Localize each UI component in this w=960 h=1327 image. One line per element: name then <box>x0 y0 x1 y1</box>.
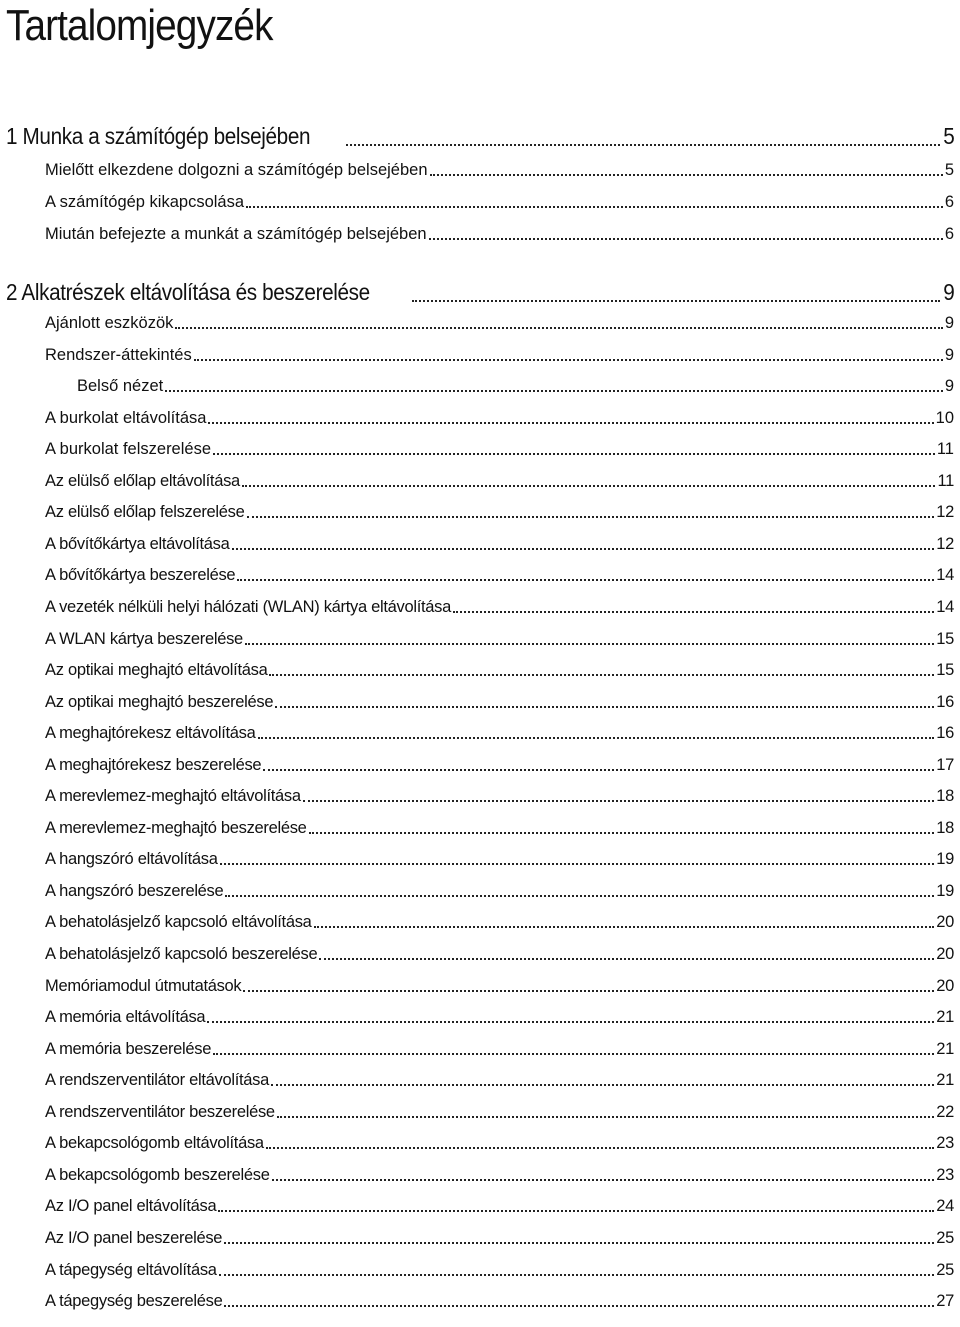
toc-entry-label: Miután befejezte a munkát a számítógép belsejében <box>45 225 427 243</box>
toc-entry[interactable] <box>0 1261 954 1281</box>
toc-entry-page-number: 5 <box>942 123 954 149</box>
toc-entry-page-number: 17 <box>936 755 954 774</box>
toc-dot-leader <box>271 1084 934 1086</box>
toc-dot-leader <box>272 1179 935 1181</box>
toc-entry-label: Rendszer-áttekintés <box>45 345 192 364</box>
toc-entry-label: A tápegység eltávolítása <box>45 1260 217 1279</box>
toc-entry[interactable] <box>0 1040 954 1060</box>
toc-entry[interactable] <box>0 193 954 213</box>
toc-entry-page-number: 9 <box>944 345 954 364</box>
toc-entry[interactable] <box>0 1103 954 1123</box>
toc-entry-label: A hangszóró beszerelése <box>45 881 224 900</box>
toc-entry-page-number: 10 <box>935 408 954 427</box>
toc-entry-label: 2 Alkatrészek eltávolítása és beszerelése <box>6 279 370 305</box>
toc-entry-page-number: 24 <box>936 1197 954 1216</box>
toc-dot-leader <box>194 359 943 361</box>
toc-entry[interactable] <box>0 693 954 713</box>
toc-entry[interactable] <box>0 346 954 366</box>
toc-entry-page-number: 25 <box>936 1228 954 1247</box>
toc-entry[interactable] <box>0 314 954 334</box>
toc-dot-leader <box>224 1305 934 1307</box>
toc-entry[interactable] <box>0 279 954 307</box>
toc-entry-page-number: 9 <box>942 279 954 305</box>
toc-entry-page-number: 16 <box>936 724 954 743</box>
toc-entry[interactable] <box>0 440 954 460</box>
toc-entry-page-number: 12 <box>936 503 954 522</box>
toc-entry-label: A meghajtórekesz beszerelése <box>45 755 262 774</box>
toc-dot-leader <box>232 548 935 550</box>
toc-entry[interactable] <box>0 819 954 839</box>
toc-entry-label: Ajánlott eszközök <box>45 314 174 332</box>
toc-entry-page-number: 21 <box>936 1039 954 1058</box>
toc-entry-label: Memóriamodul útmutatások <box>45 976 242 995</box>
toc-entry[interactable] <box>0 756 954 776</box>
toc-entry[interactable] <box>0 1197 954 1217</box>
toc-dot-leader <box>207 1021 934 1023</box>
toc-entry-label: A bővítőkártya beszerelése <box>45 566 236 585</box>
toc-dot-leader <box>263 769 934 771</box>
toc-entry-label: Mielőtt elkezdene dolgozni a számítógép belsejében <box>45 161 428 179</box>
toc-entry-label: Az I/O panel beszerelése <box>45 1228 223 1247</box>
toc-entry[interactable] <box>0 598 954 618</box>
toc-entry-label: Az elülső előlap felszerelése <box>45 503 245 522</box>
toc-entry[interactable] <box>0 630 954 650</box>
toc-entry-page-number: 20 <box>936 945 954 963</box>
toc-entry-page-number: 18 <box>936 818 954 837</box>
toc-entry-label: A rendszerventilátor beszerelése <box>45 1102 275 1121</box>
toc-entry[interactable] <box>0 566 954 586</box>
toc-entry-label: A WLAN kártya beszerelése <box>45 629 243 648</box>
toc-dot-leader <box>412 300 939 302</box>
toc-entry[interactable] <box>0 1071 954 1091</box>
toc-entry[interactable] <box>0 377 954 397</box>
toc-dot-leader <box>213 1053 934 1055</box>
toc-entry-label: A tápegység beszerelése <box>45 1292 223 1311</box>
toc-entry[interactable] <box>0 661 954 681</box>
toc-entry-label: A bekapcsológomb eltávolítása <box>45 1134 264 1153</box>
toc-entry-page-number: 19 <box>936 881 954 900</box>
toc-entry-label: Az elülső előlap eltávolítása <box>45 471 240 490</box>
toc-entry[interactable] <box>0 977 954 997</box>
toc-entry[interactable] <box>0 913 954 933</box>
toc-dot-leader <box>237 579 934 581</box>
toc-entry-page-number: 11 <box>936 440 954 459</box>
toc-entry[interactable] <box>0 850 954 870</box>
toc-entry-page-number: 14 <box>936 566 954 585</box>
toc-entry-label: A memória eltávolítása <box>45 1008 206 1027</box>
toc-entry[interactable] <box>0 503 954 523</box>
toc-dot-leader <box>224 1242 934 1244</box>
toc-entry-label: A merevlemez-meghajtó beszerelése <box>45 818 307 837</box>
toc-entry-page-number: 6 <box>944 193 954 211</box>
toc-dot-leader <box>346 144 940 146</box>
toc-dot-leader <box>218 1210 934 1212</box>
toc-entry-label: A bővítőkártya eltávolítása <box>45 534 230 553</box>
toc-dot-leader <box>453 611 934 613</box>
toc-entry-label: A burkolat eltávolítása <box>45 408 207 427</box>
toc-dot-leader <box>213 453 935 455</box>
toc-entry[interactable] <box>0 1292 954 1312</box>
toc-entry-page-number: 16 <box>936 692 954 711</box>
toc-dot-leader <box>242 485 936 487</box>
toc-entry[interactable] <box>0 472 954 492</box>
toc-entry-page-number: 11 <box>937 471 954 490</box>
toc-entry[interactable] <box>0 1229 954 1249</box>
page-title: Tartalomjegyzék <box>6 1 273 50</box>
toc-entry-label: A hangszóró eltávolítása <box>45 850 218 869</box>
toc-dot-leader <box>314 926 935 928</box>
toc-entry[interactable] <box>0 1134 954 1154</box>
toc-dot-leader <box>220 863 935 865</box>
toc-entry-page-number: 20 <box>936 976 954 995</box>
toc-entry-label: 1 Munka a számítógép belsejében <box>6 123 311 149</box>
toc-dot-leader <box>246 206 943 208</box>
toc-entry-page-number: 19 <box>936 850 954 869</box>
toc-entry-label: A memória beszerelése <box>45 1039 212 1058</box>
toc-dot-leader <box>225 895 934 897</box>
toc-entry-page-number: 21 <box>936 1071 954 1090</box>
toc-entry-page-number: 9 <box>944 314 954 332</box>
toc-entry[interactable] <box>0 945 954 965</box>
toc-entry-label: Az optikai meghajtó beszerelése <box>45 692 274 711</box>
toc-dot-leader <box>245 643 934 645</box>
toc-entry-page-number: 18 <box>936 787 954 806</box>
toc-dot-leader <box>219 1274 935 1276</box>
toc-dot-leader <box>175 327 942 329</box>
toc-entry-label: A behatolásjelző kapcsoló beszerelése <box>45 945 318 963</box>
toc-entry-page-number: 22 <box>936 1102 954 1121</box>
toc-entry-page-number: 15 <box>936 629 954 648</box>
toc-entry-page-number: 9 <box>944 377 954 396</box>
toc-entry[interactable] <box>0 535 954 555</box>
toc-dot-leader <box>303 800 934 802</box>
toc-entry[interactable] <box>0 882 954 902</box>
toc-entry-page-number: 23 <box>936 1165 954 1184</box>
toc-entry-page-number: 12 <box>936 534 954 553</box>
toc-entry[interactable] <box>0 409 954 429</box>
toc-entry-page-number: 14 <box>936 597 954 616</box>
toc-entry-label: Belső nézet <box>77 377 164 396</box>
toc-entry-label: A behatolásjelző kapcsoló eltávolítása <box>45 913 312 932</box>
toc-dot-leader <box>309 832 935 834</box>
toc-entry-page-number: 5 <box>944 161 954 179</box>
toc-entry-page-number: 25 <box>936 1260 954 1279</box>
toc-dot-leader <box>208 422 933 424</box>
toc-entry-page-number: 21 <box>936 1008 954 1027</box>
toc-dot-leader <box>269 674 934 676</box>
toc-entry[interactable] <box>0 1166 954 1186</box>
toc-entry[interactable] <box>0 1008 954 1028</box>
toc-entry-label: A bekapcsológomb beszerelése <box>45 1165 270 1184</box>
toc-dot-leader <box>430 174 943 176</box>
toc-entry-label: Az I/O panel eltávolítása <box>45 1197 217 1216</box>
toc-entry[interactable] <box>0 787 954 807</box>
toc-entry-label: A meghajtórekesz eltávolítása <box>45 724 256 743</box>
toc-dot-leader <box>165 390 943 392</box>
toc-entry-label: A vezeték nélküli helyi hálózati (WLAN) kártya eltávolítása <box>45 597 451 616</box>
toc-dot-leader <box>275 706 934 708</box>
toc-entry[interactable] <box>0 225 954 245</box>
toc-entry[interactable] <box>0 724 954 744</box>
toc-entry-label: A rendszerventilátor eltávolítása <box>45 1071 269 1090</box>
toc-entry-page-number: 27 <box>936 1292 954 1311</box>
toc-dot-leader <box>258 737 935 739</box>
toc-entry-label: Az optikai meghajtó eltávolítása <box>45 661 268 680</box>
toc-entry-page-number: 6 <box>944 225 954 243</box>
toc-entry[interactable] <box>0 161 954 181</box>
toc-entry-page-number: 15 <box>936 661 954 680</box>
toc-entry-page-number: 20 <box>936 913 954 932</box>
toc-dot-leader <box>243 990 934 992</box>
toc-entry[interactable] <box>0 123 954 151</box>
toc-dot-leader <box>266 1147 934 1149</box>
toc-dot-leader <box>277 1116 934 1118</box>
toc-entry-label: A burkolat felszerelése <box>45 440 212 459</box>
toc-entry-label: A számítógép kikapcsolása <box>45 193 245 211</box>
toc-dot-leader <box>319 958 934 960</box>
toc-dot-leader <box>247 516 935 518</box>
toc-dot-leader <box>429 238 943 240</box>
toc-entry-label: A merevlemez-meghajtó eltávolítása <box>45 787 301 806</box>
toc-entry-page-number: 23 <box>936 1134 954 1153</box>
